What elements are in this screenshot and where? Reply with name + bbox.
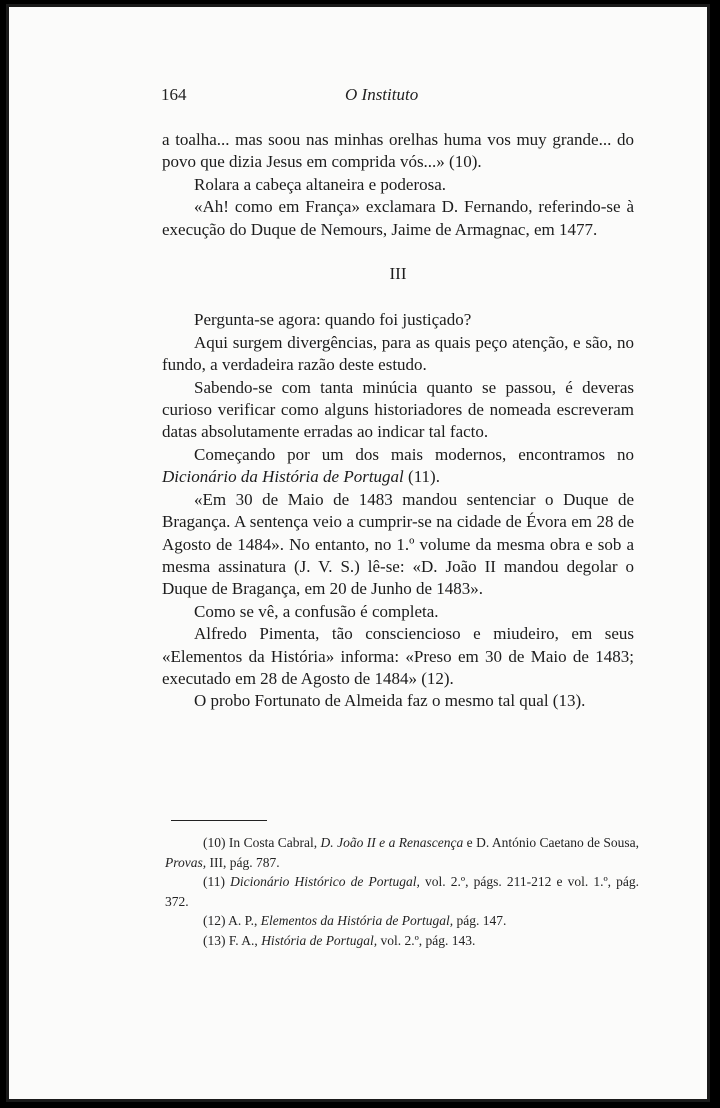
footnote-title: D. João II e a Renascença [320,835,464,850]
footnote-text: F. A., [228,932,262,948]
footnote-title: História de Portugal, [261,932,378,948]
footnote-text: vol. 2.º, págs. 211-212 e vol. 1.º, pág. 372. [165,874,639,909]
footnote-text: e D. António Caetano de Sousa, [463,835,639,850]
footnote-text: III, pág. 787. [206,854,280,870]
paragraph-7 [162,444,634,489]
paragraph-5: Aqui surgem divergências, para as quais peço atenção, e são, no fundo, a verdadeira razão deste estudo. [162,332,634,375]
footnote-10 [165,833,639,872]
footnote-text: A. P., [228,913,261,928]
footnote-divider [171,820,267,821]
footnote-ref-11: (11). [403,467,440,487]
paragraph-4: Pergunta-se agora: quando foi justiçado? [194,310,472,330]
footnote-11 [165,872,639,911]
footnotes [165,833,639,950]
footnote-mark: (11) [203,874,225,889]
footnote-mark: (13) [203,932,226,948]
section-heading: III [389,264,407,284]
paragraph-1: a toalha... mas soou nas minhas orelhas huma vos muy grande... do povo que dizia Jesus em comprida vós...» (10). [162,130,634,172]
body-text [162,129,634,713]
footnote-mark: (12) [203,913,226,928]
footnote-text: vol. 2.º, pág. 143. [377,932,476,948]
paragraph-8: «Em 30 de Maio de 1483 mandou sentenciar o Duque de Bragança. A sentença veio a cumprir-se na cidade de Évora em 28 de Agosto de 1484». No entanto, no 1.º volume da mesma obra e sob a mesma assinatura (J. V. S.) lê-se: «D. João II mandou degolar o Duque de Bragança, em 20 de Junho de 1483». [162,489,634,599]
paragraph-6: Sabendo-se com tanta minúcia quanto se passou, é deveras curioso verificar como alguns historiadores de nomeada escreveram datas absolutamente erradas ao indicar tal facto. [162,377,634,442]
footnote-12 [165,911,639,931]
paragraph-10: Alfredo Pimenta, tão consciencioso e miudeiro, em seus «Elementos da História» informa: «Preso em 30 de Maio de 1483; executado em 28 de Agosto de 1484» (12). [162,624,634,688]
paragraph-11: O probo Fortunato de Almeida faz o mesmo tal qual (13). [194,691,586,711]
footnote-13 [165,931,639,951]
footnote-text: In Costa Cabral, [228,835,321,850]
footnote-title: Provas, [165,854,207,870]
footnote-title: Elementos da História de Portugal, [260,913,454,928]
page-number: 164 [161,85,187,104]
dictionary-title: Dicionário da História de Portugal [162,467,404,487]
footnote-title: Dicionário Histórico de Portugal, [230,874,420,889]
paragraph-7-text: Começando por um dos mais modernos, encontramos no [194,444,634,464]
running-title: O Instituto [345,85,419,104]
footnote-mark: (10) [203,835,226,850]
paragraph-3: «Ah! como em França» exclamara D. Fernando, referindo-se à execução do Duque de Nemours, Jaime de Armagnac, em 1477. [162,197,634,239]
paragraph-9: Como se vê, a confusão é completa. [194,601,439,621]
book-page [6,4,710,1102]
footnote-text: pág. 147. [453,913,507,928]
paragraph-2: Rolara a cabeça altaneira e poderosa. [194,174,447,194]
